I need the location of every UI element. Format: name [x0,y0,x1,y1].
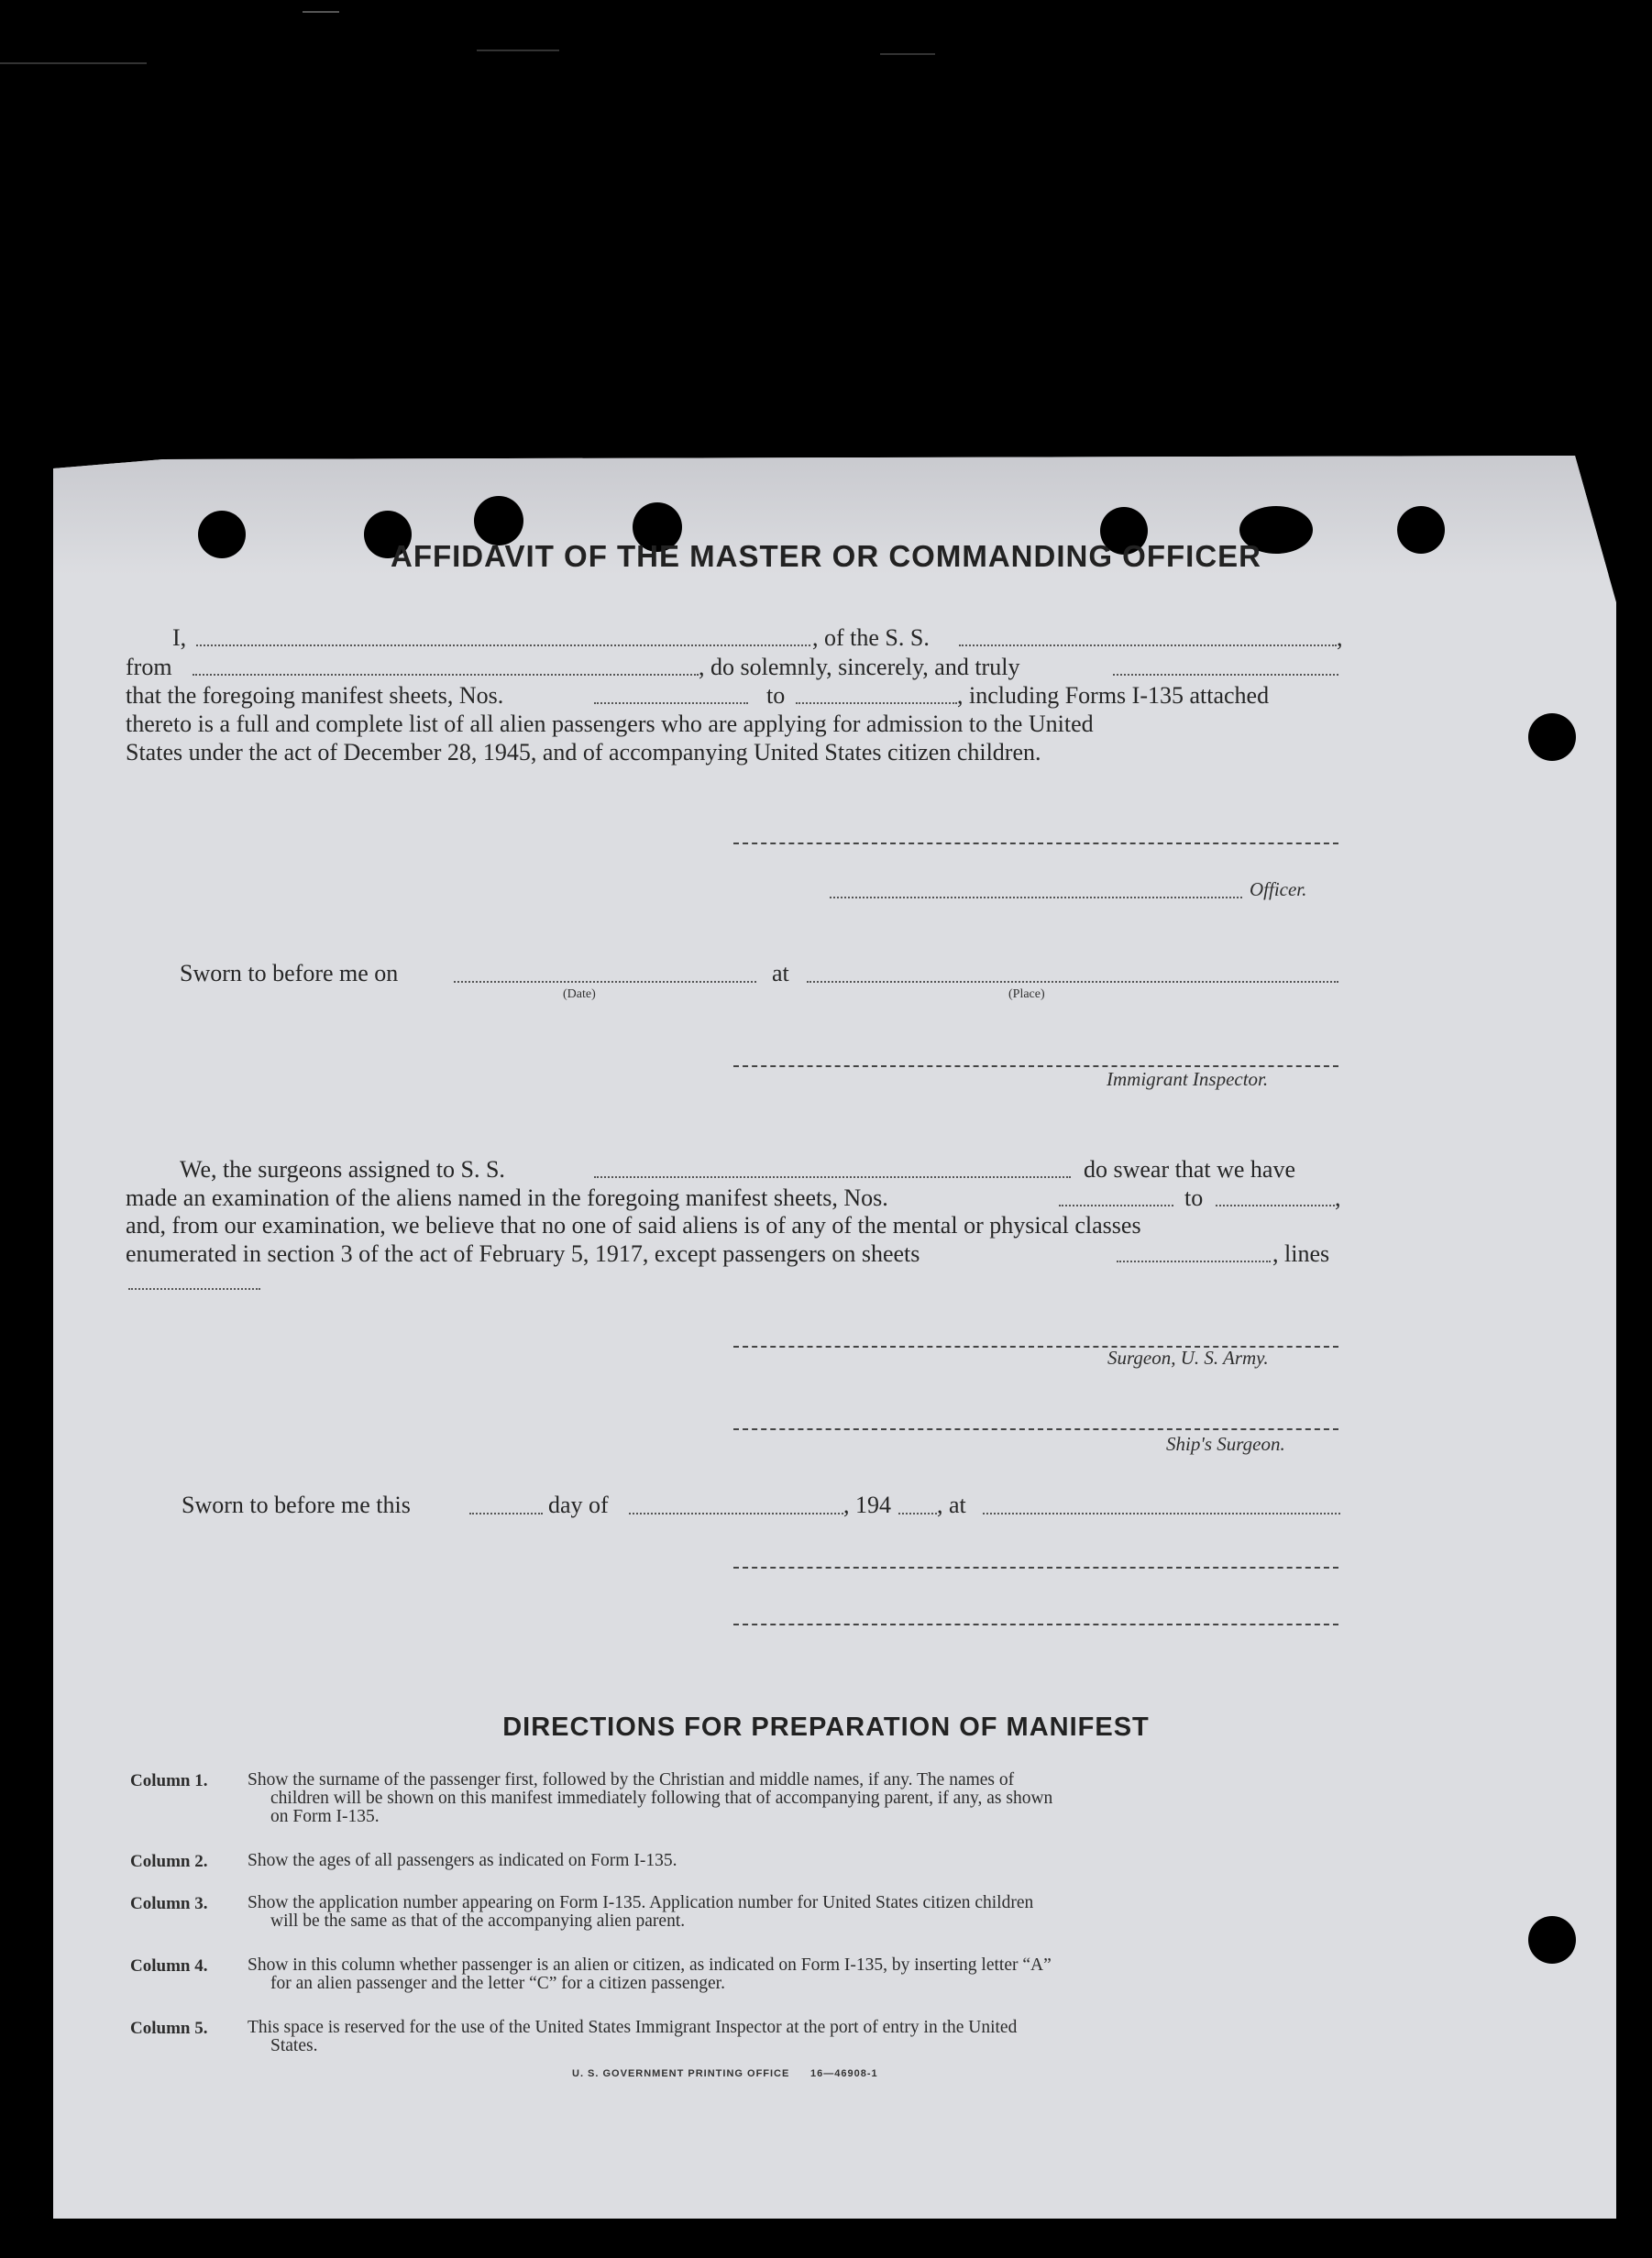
ship-comma: , [1337,624,1343,651]
form-title: AFFIDAVIT OF THE MASTER OR COMMANDING OFFICER [390,539,1261,573]
surgeons-line-2: made an examination of the aliens named in the foregoing manifest sheets, Nos. [126,1184,888,1211]
sworn2-at-label: , at [937,1492,966,1518]
directions-title: DIRECTIONS FOR PREPARATION OF MANIFEST [502,1713,1150,1742]
manifest-sheets-text: that the foregoing manifest sheets, Nos. [126,682,504,709]
sworn2-place-field[interactable] [983,1513,1340,1515]
form-code: 16—46908-1 [810,2068,878,2079]
port-from-field[interactable] [193,674,699,676]
master-line-4: thereto is a full and complete list of all alien passengers who are applying for admission to the United [126,710,1094,737]
officer-caption: Officer. [1250,878,1307,900]
direction-text: This space is reserved for the use of the United States Immigrant Inspector at the port of entry in the United States. [248,2018,1018,2055]
direction-label: Column 5. [130,2019,208,2038]
ship-surgeon-caption: Ship's Surgeon. [1166,1433,1285,1455]
surgeons-line-3: and, from our examination, we believe that no one of said aliens is of any of the mental or physical classes [126,1212,1141,1239]
direction-text: Show the application number appearing on Form I-135. Application number for United States citizen children will be the same as that of the accompanying alien parent. [248,1893,1034,1931]
sworn2-year-field[interactable] [898,1513,937,1515]
scanner-edge [0,0,1652,73]
except-lines-field[interactable] [128,1288,260,1290]
printer-imprint: U. S. GOVERNMENT PRINTING OFFICE [572,2068,790,2079]
surgeons-swear-text: do swear that we have [1084,1156,1296,1183]
ship-label: , of the S. S. [812,624,930,651]
sworn2-day-field[interactable] [469,1513,543,1515]
forms-attached-text: , including Forms I-135 attached [957,682,1270,709]
sworn-date-field[interactable] [454,981,756,983]
master-name-field[interactable] [196,644,810,646]
army-surgeon-caption: Surgeon, U. S. Army. [1107,1347,1269,1369]
swear-field[interactable] [1113,674,1338,676]
surgeons-to-label: to [1184,1184,1204,1211]
sworn2-month-field[interactable] [629,1513,843,1515]
surgeon-sheet-to-field[interactable] [1216,1205,1335,1206]
master-signature-line[interactable] [733,843,1338,844]
date-caption: (Date) [563,987,596,1001]
ship-surgeon-signature-line[interactable] [733,1428,1338,1430]
direction-text: Show in this column whether passenger is an alien or citizen, as indicated on Form I-135, by inserting letter “A” for an alien passenger and the letter “C” for a citizen passenger. [248,1955,1052,1993]
inspector-caption: Immigrant Inspector. [1107,1068,1269,1090]
surgeons-line-1: We, the surgeons assigned to S. S. [180,1156,505,1183]
sworn-at-label: at [772,960,789,986]
punch-hole [1528,713,1576,761]
sheet-to-field[interactable] [796,702,957,704]
direction-label: Column 3. [130,1894,208,1913]
except-sheets-field[interactable] [1117,1261,1271,1262]
surgeon-ship-field[interactable] [594,1176,1071,1178]
inspector-signature-line[interactable] [733,1065,1338,1067]
surgeons-line-4: enumerated in section 3 of the act of February 5, 1917, except passengers on sheets [126,1240,920,1267]
sheet-from-field[interactable] [594,702,748,704]
officer-title-field[interactable] [830,897,1242,898]
sworn-before-label: Sworn to before me on [180,960,399,986]
surgeon-sheet-from-field[interactable] [1059,1205,1173,1206]
direction-label: Column 4. [130,1956,208,1976]
sworn2-signature-line[interactable] [733,1567,1338,1569]
punch-hole [1528,1916,1576,1964]
sworn2-label: Sworn to before me this [182,1492,411,1518]
place-caption: (Place) [1008,987,1045,1001]
direction-text: Show the ages of all passengers as indicated on Form I-135. [248,1851,677,1870]
master-i-label: I, [172,624,187,651]
sworn2-title-line[interactable] [733,1624,1338,1625]
from-label: from [126,654,172,680]
master-line-5: States under the act of December 28, 1945, and of accompanying United States citizen children. [126,739,1041,766]
ship-name-field[interactable] [959,644,1337,646]
lines-label: , lines [1272,1240,1330,1267]
surgeons-comma: , [1335,1184,1341,1211]
sworn2-year-label: , 194 [843,1492,891,1518]
direction-label: Column 1. [130,1771,208,1790]
to-label: to [766,682,786,709]
direction-label: Column 2. [130,1852,208,1871]
punch-hole [474,496,523,545]
sworn2-day-of-label: day of [548,1492,609,1518]
sworn-place-field[interactable] [807,981,1338,983]
direction-text: Show the surname of the passenger first, followed by the Christian and middle names, if any. The names of children will be shown on this manifest immediately following that of accompanying parent, if any, as shown on Form I-135. [248,1770,1053,1826]
solemnly-text: , do solemnly, sincerely, and truly [699,654,1020,680]
